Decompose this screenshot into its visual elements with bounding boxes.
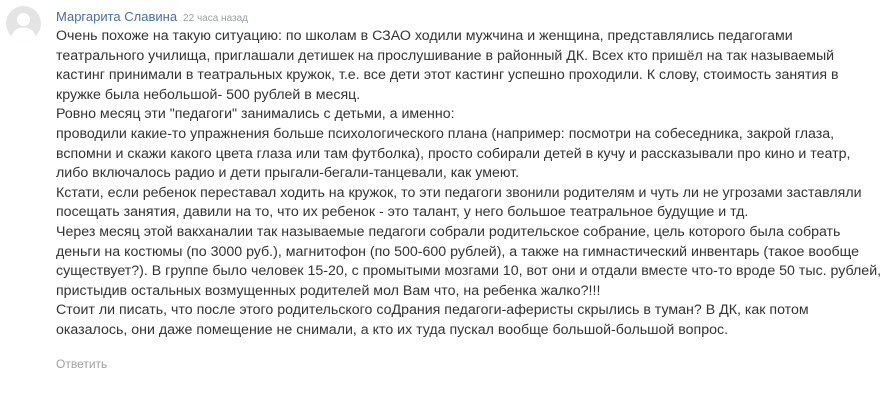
comment-paragraph: Через месяц этой вакханалии так называемые педагоги собрали родительское собрание, цель которого была собрать деньги на костюмы (по 3000 руб.), магнитофон (по 500-600 рублей), а также на гимнастический инвентарь (такое вообще существует?). В группе было человек 15-20, с промытыми мозгами 10, вот они и отдали вместе что-то вроде 50 тыс. рублей, пристыдив остальных возмущенных родителей мол Вам что, на ребенка жалко?!!! [56,223,886,299]
reply-link[interactable]: Ответить [56,357,108,371]
comment-body [56,27,886,341]
avatar[interactable] [6,6,41,41]
comment-timestamp: 22 часа назад [183,13,249,24]
comment-paragraph: Ровно месяц эти "педагоги" занимались с детьми, а именно: [56,106,455,123]
comment-paragraph: Кстати, если ребенок переставал ходить на кружок, то эти педагоги звонили родителям и чуть ли не угрозами заставляли посещать занятия, давили на то, что их ребенок - это талант, у него большое театральное будущие и тд. [56,184,866,221]
comment-paragraph: проводили какие-то упражнения больше психологического плана (например: посмотри на собеседника, закрой глаза, вспомни и скажи какого цвета глаза или там футболка), просто собирали детей в кучу и рассказывали про кино и театр, либо включалось радио и дети прыгали-бегали-танцевали, как умеют. [56,125,855,182]
comment-paragraph: Стоит ли писать, что после этого родительского соДрания педагоги-аферисты скрылись в туман? В ДК, как потом оказалось, они даже помещение не снимали, а кто их туда пускал вообще большой-большой вопрос. [56,302,813,338]
comment-paragraph: Очень похоже на такую ситуацию: по школам в СЗАО ходили мужчина и женщина, представлялись педагогами театрального училища, приглашали детишек на прослушивание в районный ДК. Всех кто пришёл на так называемый кастинг принимали в театральных кружок, т.е. все дети этот кастинг успешно проходили. К слову, стоимость занятия в кружке была небольшой- 500 рублей в месяц. [56,28,843,103]
comment-header [56,8,248,26]
author-name[interactable]: Маргарита Славина [56,9,178,24]
user-silhouette-icon [6,6,41,41]
